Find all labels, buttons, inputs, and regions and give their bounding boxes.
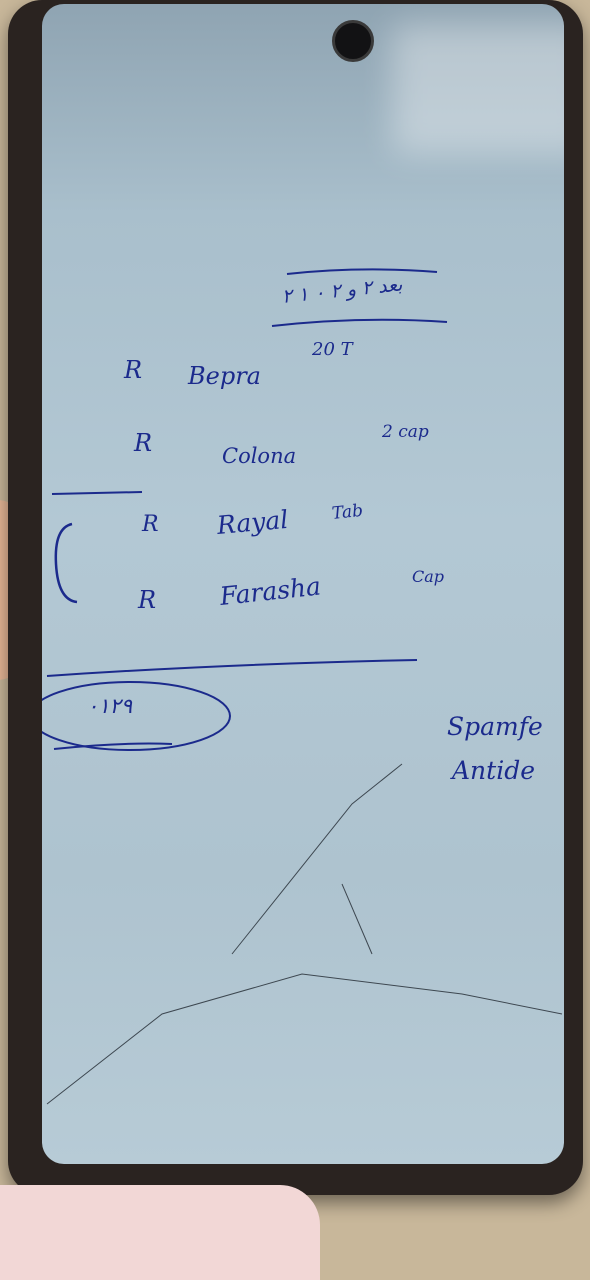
extra-drug: Antide <box>452 756 535 785</box>
rx-symbol: R <box>124 356 143 384</box>
divider-line <box>52 492 142 494</box>
drug-name: Rayal <box>215 504 290 540</box>
drug-name: Farasha <box>218 571 323 611</box>
phone-screen <box>42 4 564 1164</box>
crack <box>47 974 562 1104</box>
separator-line <box>47 660 417 676</box>
drug-comment: 20 T <box>312 339 353 360</box>
bracket <box>56 524 77 602</box>
header-underline <box>287 269 437 274</box>
front-camera-icon <box>332 20 374 62</box>
circle <box>42 682 230 750</box>
drug-comment: Cap <box>412 567 445 586</box>
rx-symbol: R <box>134 429 153 457</box>
drug-name: Colona <box>222 444 297 468</box>
drug-comment: Tab <box>330 500 364 524</box>
header-underline-2 <box>272 320 447 326</box>
drug-name: Bepra <box>188 362 261 390</box>
note-header: بعد ٢ و ٢ ٠ ١ ٢ <box>280 273 404 308</box>
circled-number: ٠١٢٩ <box>87 694 133 718</box>
crack-2 <box>232 764 402 954</box>
phone <box>8 0 583 1195</box>
extra-drug: Spamfe <box>447 712 543 741</box>
rx-symbol: R <box>142 512 159 537</box>
sleeve <box>0 1185 320 1280</box>
crack-3 <box>342 884 372 954</box>
rx-symbol: R <box>138 586 157 614</box>
drug-comment: 2 cap <box>382 422 429 442</box>
